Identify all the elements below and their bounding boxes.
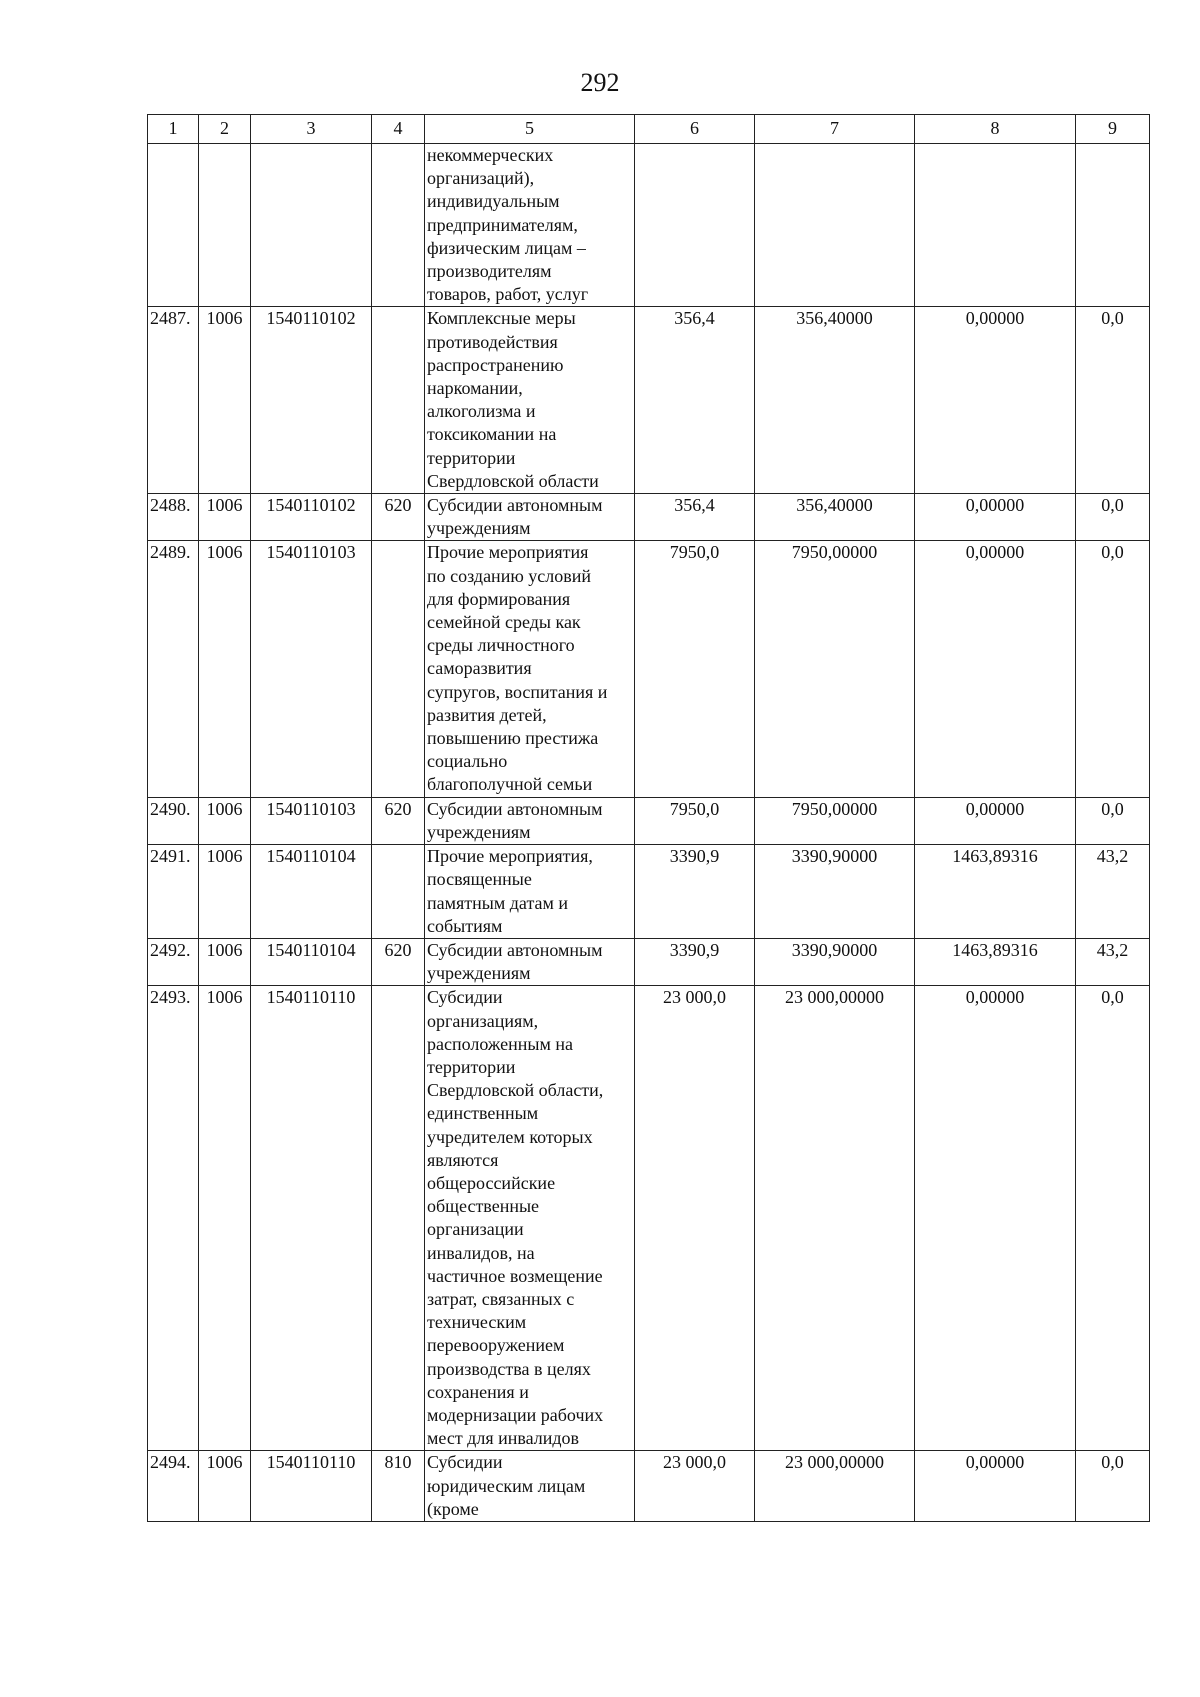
header-col-6: 6 xyxy=(635,115,755,144)
section-code: 1006 xyxy=(199,986,251,1451)
expense-name-line: перевооружением xyxy=(427,1335,565,1356)
expense-name-line: повышению престижа xyxy=(427,728,599,749)
plan-amount-precise: 7950,00000 xyxy=(755,541,915,797)
expense-name-line: токсикомании на xyxy=(427,424,557,445)
execution-percent: 43,2 xyxy=(1076,845,1150,939)
expense-type xyxy=(372,144,425,307)
page-number: 292 xyxy=(580,68,620,97)
expense-name-line: Комплексные меры xyxy=(427,308,576,329)
executed-amount: 1463,89316 xyxy=(915,845,1076,939)
plan-amount-precise: 3390,90000 xyxy=(755,938,915,985)
target-code: 1540110104 xyxy=(251,845,372,939)
plan-amount: 356,4 xyxy=(635,307,755,494)
section-code: 1006 xyxy=(199,845,251,939)
expense-name-line: событиям xyxy=(427,915,503,936)
expense-type xyxy=(372,845,425,939)
expense-name xyxy=(425,494,635,541)
plan-amount-precise: 3390,90000 xyxy=(755,845,915,939)
expense-name-line: юридическим лицам xyxy=(427,1475,586,1496)
executed-amount: 0,00000 xyxy=(915,307,1076,494)
execution-percent: 0,0 xyxy=(1076,541,1150,797)
expense-name-line: учреждениям xyxy=(427,963,531,984)
expense-name xyxy=(425,797,635,844)
section-code: 1006 xyxy=(199,797,251,844)
plan-amount: 3390,9 xyxy=(635,845,755,939)
expense-name-line: сохранения и xyxy=(427,1381,529,1402)
table-row xyxy=(148,845,1150,939)
section-code: 1006 xyxy=(199,541,251,797)
expense-type xyxy=(372,307,425,494)
plan-amount-precise xyxy=(755,144,915,307)
plan-amount-precise: 356,40000 xyxy=(755,307,915,494)
expense-name-line: общероссийские xyxy=(427,1172,556,1193)
header-col-1: 1 xyxy=(148,115,199,144)
expense-name-line: единственным xyxy=(427,1103,539,1124)
row-number: 2493. xyxy=(148,986,199,1451)
execution-percent: 0,0 xyxy=(1076,1451,1150,1522)
table-row xyxy=(148,986,1150,1451)
expense-name-line: организациям, xyxy=(427,1010,539,1031)
expense-name-line: учреждениям xyxy=(427,518,531,539)
header-col-9: 9 xyxy=(1076,115,1150,144)
expense-name-line: затрат, связанных с xyxy=(427,1288,575,1309)
expense-type xyxy=(372,986,425,1451)
expense-name-line: Субсидии автономным xyxy=(427,939,603,960)
expense-name-line: индивидуальным xyxy=(427,191,560,212)
executed-amount: 0,00000 xyxy=(915,986,1076,1451)
plan-amount: 3390,9 xyxy=(635,938,755,985)
section-code: 1006 xyxy=(199,307,251,494)
expense-name-line: производства в целях xyxy=(427,1358,591,1379)
row-number: 2488. xyxy=(148,494,199,541)
expense-name-line: организации xyxy=(427,1219,524,1240)
executed-amount: 0,00000 xyxy=(915,494,1076,541)
expense-name-line: территории xyxy=(427,447,516,468)
plan-amount: 7950,0 xyxy=(635,797,755,844)
expense-name xyxy=(425,938,635,985)
expense-name xyxy=(425,144,635,307)
target-code: 1540110102 xyxy=(251,494,372,541)
plan-amount xyxy=(635,144,755,307)
expense-name-line: Свердловской области xyxy=(427,470,599,491)
expense-name-line: наркомании, xyxy=(427,378,523,399)
plan-amount: 23 000,0 xyxy=(635,986,755,1451)
target-code: 1540110104 xyxy=(251,938,372,985)
header-col-4: 4 xyxy=(372,115,425,144)
expense-name-line: расположенным на xyxy=(427,1033,573,1054)
plan-amount-precise: 356,40000 xyxy=(755,494,915,541)
expense-name xyxy=(425,1451,635,1522)
expense-type: 620 xyxy=(372,494,425,541)
expense-name-line: Субсидии xyxy=(427,987,503,1008)
expense-name-line: противодействия xyxy=(427,331,558,352)
target-code: 1540110103 xyxy=(251,541,372,797)
executed-amount: 0,00000 xyxy=(915,541,1076,797)
expense-name-line: производителям xyxy=(427,261,552,282)
expense-type xyxy=(372,541,425,797)
plan-amount: 7950,0 xyxy=(635,541,755,797)
header-col-7: 7 xyxy=(755,115,915,144)
expense-name-line: физическим лицам – xyxy=(427,237,586,258)
expense-name-line: являются xyxy=(427,1149,499,1170)
expense-name-line: частичное возмещение xyxy=(427,1265,603,1286)
table-row xyxy=(148,797,1150,844)
section-code: 1006 xyxy=(199,494,251,541)
execution-percent: 0,0 xyxy=(1076,986,1150,1451)
row-number: 2491. xyxy=(148,845,199,939)
expense-name xyxy=(425,541,635,797)
expense-name-line: Субсидии xyxy=(427,1452,503,1473)
expense-name-line: распространению xyxy=(427,354,564,375)
target-code: 1540110110 xyxy=(251,1451,372,1522)
expense-name-line: посвященные xyxy=(427,869,532,890)
executed-amount: 0,00000 xyxy=(915,1451,1076,1522)
expense-name-line: Прочие мероприятия xyxy=(427,542,589,563)
expense-name-line: организаций), xyxy=(427,168,535,189)
expense-name-line: предпринимателям, xyxy=(427,214,578,235)
row-number: 2494. xyxy=(148,1451,199,1522)
expense-name-line: по созданию условий xyxy=(427,565,592,586)
row-number: 2492. xyxy=(148,938,199,985)
expense-name-line: алкоголизма и xyxy=(427,401,536,422)
expense-name-line: среды личностного xyxy=(427,635,575,656)
expense-name-line: модернизации рабочих xyxy=(427,1404,604,1425)
table-row xyxy=(148,1451,1150,1522)
expense-name-line: общественные xyxy=(427,1196,540,1217)
plan-amount: 23 000,0 xyxy=(635,1451,755,1522)
executed-amount: 1463,89316 xyxy=(915,938,1076,985)
expense-name-line: территории xyxy=(427,1056,516,1077)
row-number: 2489. xyxy=(148,541,199,797)
expense-name-line: учредителем которых xyxy=(427,1126,593,1147)
expense-name-line: (кроме xyxy=(427,1498,479,1519)
plan-amount-precise: 7950,00000 xyxy=(755,797,915,844)
plan-amount: 356,4 xyxy=(635,494,755,541)
expense-name-line: мест для инвалидов xyxy=(427,1428,580,1449)
expense-name xyxy=(425,307,635,494)
expense-name xyxy=(425,845,635,939)
expense-name-line: для формирования xyxy=(427,588,571,609)
expense-name-line: супругов, воспитания и xyxy=(427,681,608,702)
executed-amount: 0,00000 xyxy=(915,797,1076,844)
expense-name-line: социально xyxy=(427,751,508,772)
table-row xyxy=(148,144,1150,307)
table-row xyxy=(148,307,1150,494)
header-col-3: 3 xyxy=(251,115,372,144)
expense-name-line: инвалидов, на xyxy=(427,1242,535,1263)
expense-name-line: Субсидии автономным xyxy=(427,495,603,516)
row-number xyxy=(148,144,199,307)
expense-name-line: развития детей, xyxy=(427,704,547,725)
section-code: 1006 xyxy=(199,938,251,985)
expense-name-line: Субсидии автономным xyxy=(427,798,603,819)
executed-amount xyxy=(915,144,1076,307)
execution-percent: 0,0 xyxy=(1076,307,1150,494)
expense-name xyxy=(425,986,635,1451)
expense-name-line: техническим xyxy=(427,1312,527,1333)
header-col-5: 5 xyxy=(425,115,635,144)
header-col-2: 2 xyxy=(199,115,251,144)
target-code: 1540110110 xyxy=(251,986,372,1451)
execution-percent xyxy=(1076,144,1150,307)
row-number: 2487. xyxy=(148,307,199,494)
plan-amount-precise: 23 000,00000 xyxy=(755,986,915,1451)
expense-name-line: памятным датам и xyxy=(427,892,569,913)
expense-type: 810 xyxy=(372,1451,425,1522)
expense-name-line: семейной среды как xyxy=(427,612,581,633)
table-row xyxy=(148,494,1150,541)
expense-name-line: Прочие мероприятия, xyxy=(427,846,593,867)
expense-name-line: некоммерческих xyxy=(427,145,554,165)
expense-type: 620 xyxy=(372,797,425,844)
plan-amount-precise: 23 000,00000 xyxy=(755,1451,915,1522)
row-number: 2490. xyxy=(148,797,199,844)
execution-percent: 0,0 xyxy=(1076,797,1150,844)
target-code: 1540110102 xyxy=(251,307,372,494)
execution-percent: 0,0 xyxy=(1076,494,1150,541)
expense-name-line: товаров, работ, услуг xyxy=(427,284,589,305)
expense-type: 620 xyxy=(372,938,425,985)
table-body xyxy=(148,144,1150,1522)
section-code xyxy=(199,144,251,307)
execution-percent: 43,2 xyxy=(1076,938,1150,985)
expense-name-line: саморазвития xyxy=(427,658,532,679)
budget-table xyxy=(147,114,1150,1522)
header-col-8: 8 xyxy=(915,115,1076,144)
expense-name-line: Свердловской области, xyxy=(427,1080,604,1101)
target-code: 1540110103 xyxy=(251,797,372,844)
expense-name-line: учреждениям xyxy=(427,821,531,842)
expense-name-line: благополучной семьи xyxy=(427,774,593,795)
table-row xyxy=(148,541,1150,797)
target-code xyxy=(251,144,372,307)
section-code: 1006 xyxy=(199,1451,251,1522)
table-header-row xyxy=(148,115,1150,144)
table-row xyxy=(148,938,1150,985)
